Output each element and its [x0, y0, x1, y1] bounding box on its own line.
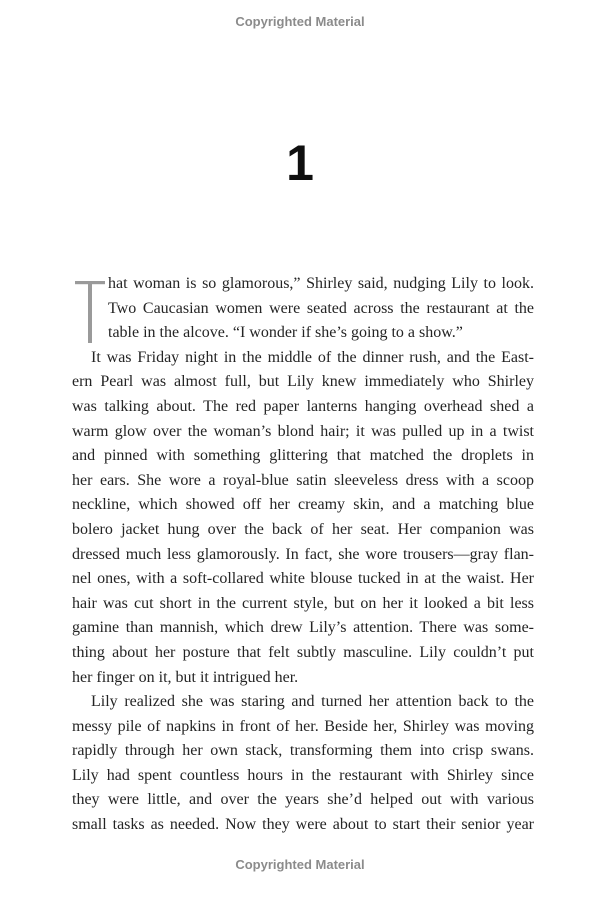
text-line: her ears. She wore a royal-blue satin sleeveless dress with a scoop	[72, 471, 534, 489]
text-line: table in the alcove. “I wonder if she’s going to a show.”	[108, 324, 463, 342]
text-line: dressed much less glamorously. In fact, she wore trousers—gray flan-	[72, 545, 534, 563]
drop-cap	[75, 281, 105, 343]
text-line: small tasks as needed. Now they were about to start their senior year	[72, 816, 534, 834]
text-line: It was Friday night in the middle of the dinner rush, and the East-	[91, 348, 534, 366]
text-line: Lily had spent countless hours in the restaurant with Shirley since	[72, 766, 534, 784]
text-line: rapidly through her own stack, transforming them into crisp swans.	[72, 742, 534, 760]
chapter-number: 1	[286, 135, 314, 191]
copyright-notice-bottom: Copyrighted Material	[235, 857, 365, 872]
text-line: ern Pearl was almost full, but Lily knew immediately who Shirley	[72, 373, 534, 391]
text-line: was talking about. The red paper lanterns hanging overhead shed a	[72, 397, 534, 415]
text-line: Lily realized she was staring and turned her attention back to the	[91, 693, 534, 711]
text-line: bolero jacket hung over the back of her seat. Her companion was	[72, 520, 534, 538]
text-line: messy pile of napkins in front of her. Beside her, Shirley was moving	[72, 717, 534, 735]
body-text	[72, 272, 534, 838]
text-line: warm glow over the woman’s blond hair; it was pulled up in a twist	[72, 422, 534, 440]
text-line: her finger on it, but it intrigued her.	[72, 668, 299, 686]
text-line: neckline, which showed off her creamy skin, and a matching blue	[72, 496, 534, 514]
text-line: nel ones, with a soft-collared white blouse tucked in at the waist. Her	[72, 570, 534, 588]
text-line: Two Caucasian women were seated across the restaurant at the	[108, 299, 534, 317]
drop-cap-glyph	[75, 281, 105, 343]
paragraph	[72, 272, 534, 346]
text-line: hair was cut short in the current style, but on her it looked a bit less	[72, 594, 534, 612]
copyright-notice-top: Copyrighted Material	[235, 14, 365, 29]
paragraph	[72, 346, 534, 690]
text-line: and pinned with something glittering that matched the droplets in	[72, 447, 534, 465]
text-line: thing about her posture that felt subtly masculine. Lily couldn’t put	[72, 643, 534, 661]
text-line: gamine than mannish, which drew Lily’s attention. There was some-	[72, 619, 534, 637]
paragraph	[72, 690, 534, 838]
text-line: hat woman is so glamorous,” Shirley said, nudging Lily to look.	[108, 275, 534, 292]
text-line: they were little, and over the years she’d helped out with various	[72, 791, 534, 809]
